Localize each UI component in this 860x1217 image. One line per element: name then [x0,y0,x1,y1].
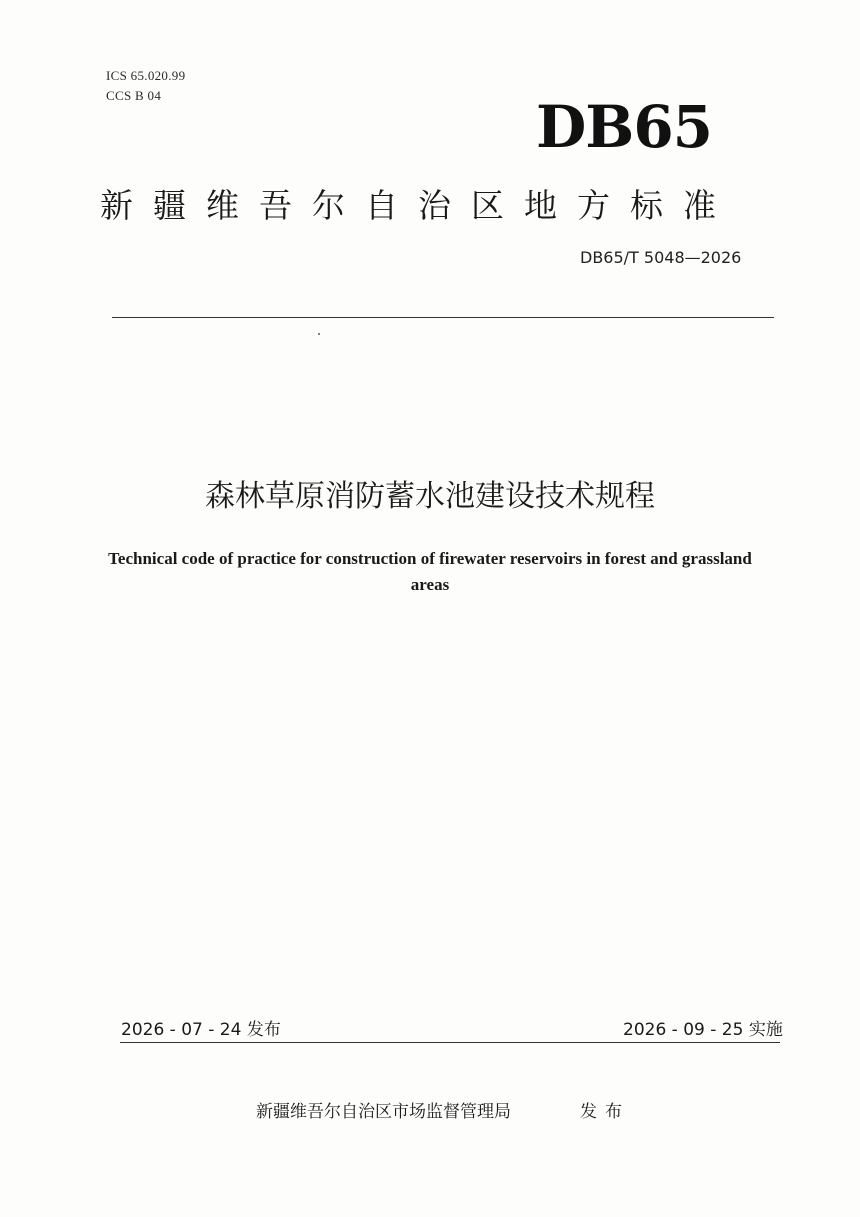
implementation-date: 2026 - 09 - 25 实施 [623,1020,783,1040]
issuing-authority: 新疆维吾尔自治区市场监督管理局 [256,1102,511,1122]
issue-label: 发布 [580,1102,630,1122]
ics-code: ICS 65.020.99 [106,68,186,83]
top-divider [112,317,774,318]
scan-speck [318,333,320,335]
standard-type-heading: 新疆维吾尔自治区地方标准 [100,186,736,225]
standard-number: DB65/T 5048—2026 [580,248,742,267]
db65-logo: DB65 [536,93,713,161]
ccs-code: CCS B 04 [106,88,162,103]
issue-date: 2026 - 07 - 24 发布 [121,1020,281,1040]
document-title-chinese: 森林草原消防蓄水池建设技术规程 [205,479,655,514]
bottom-divider [120,1042,780,1043]
document-title-english: Technical code of practice for construction of firewater reservoirs in forest and grassland areas [108,549,752,594]
